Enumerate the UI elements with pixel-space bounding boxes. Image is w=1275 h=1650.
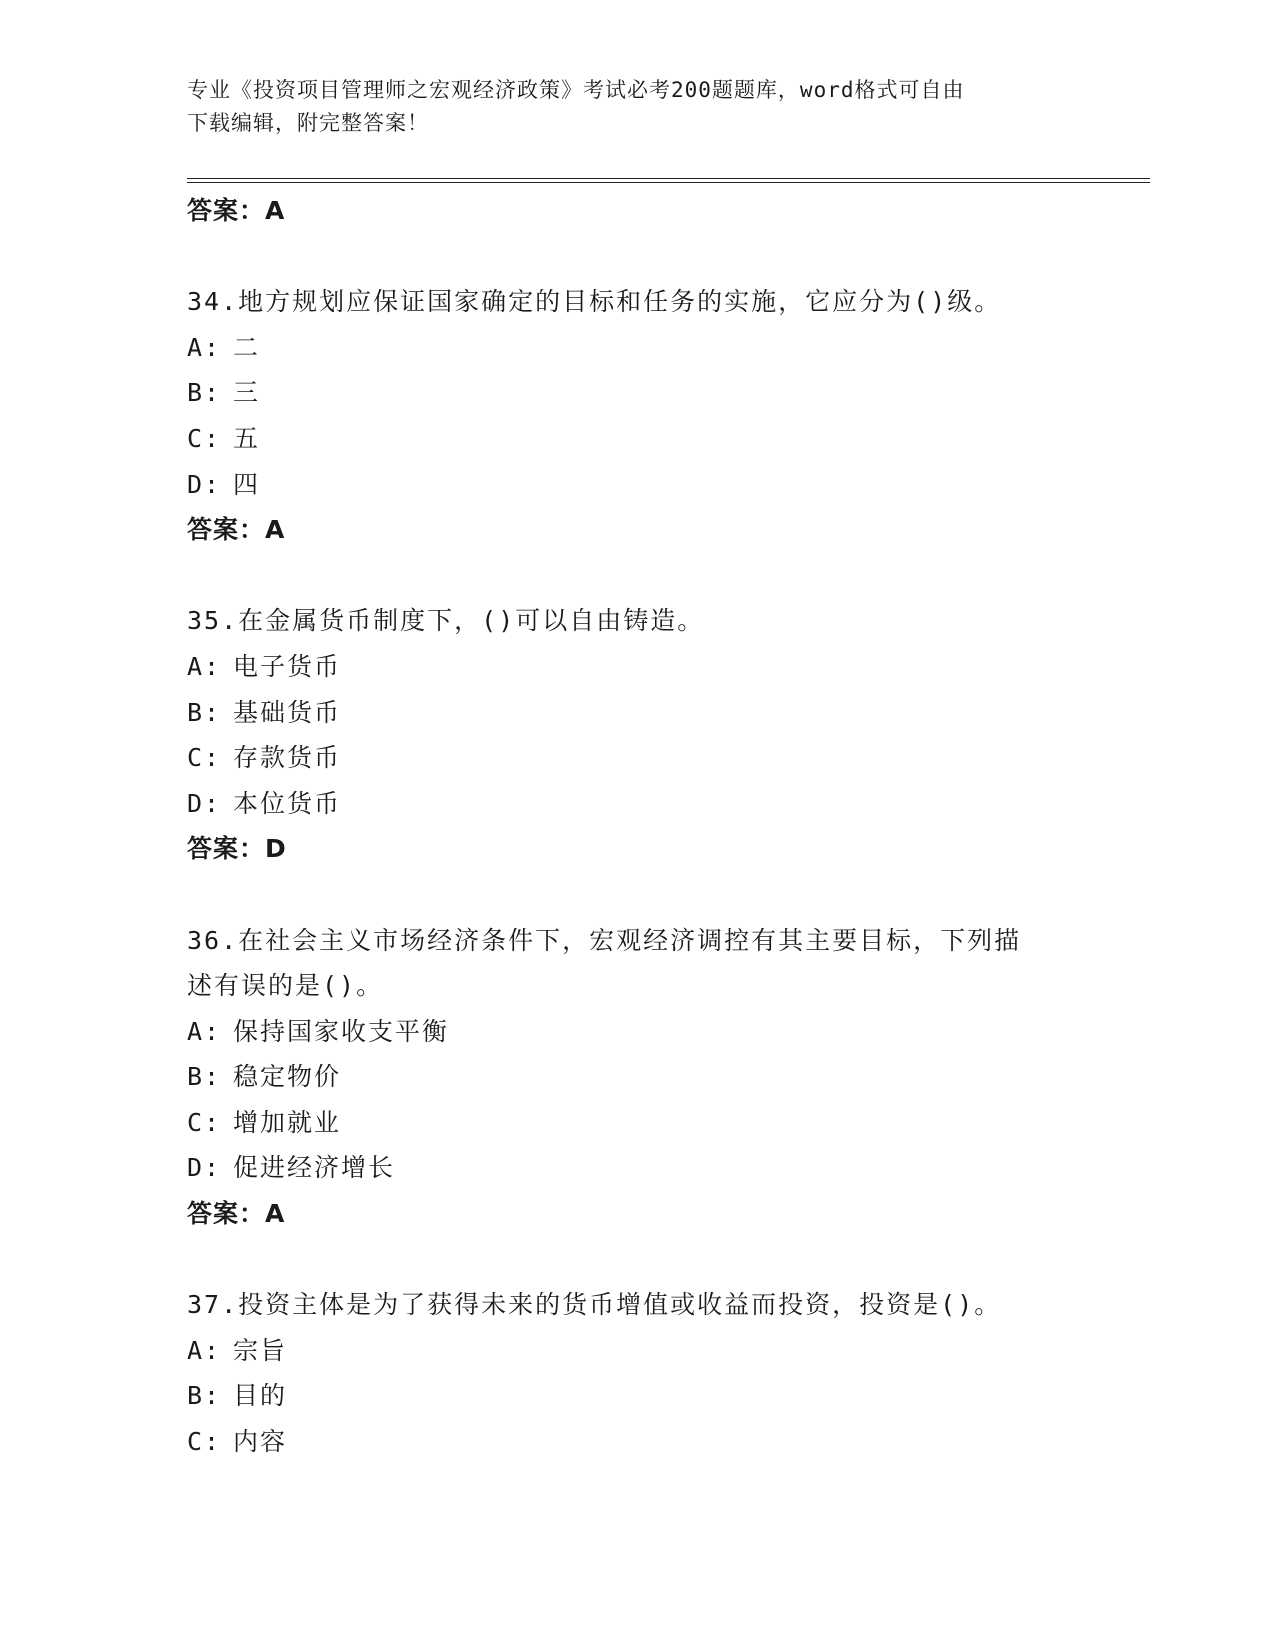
option-text: 增加就业 [233, 1107, 342, 1137]
question-title-line-2: 述有误的是()。 [187, 971, 384, 1001]
option-text: 三 [233, 378, 261, 408]
option-key: D: [187, 1153, 222, 1183]
option-text: 电子货币 [233, 651, 342, 681]
option-c [187, 1100, 1087, 1146]
option-text: 本位货币 [233, 788, 342, 818]
option-b [187, 1054, 1087, 1100]
option-b [187, 370, 1087, 416]
question-34 [187, 279, 1087, 553]
option-text: 五 [233, 423, 261, 453]
option-key: A: [187, 1335, 222, 1365]
answer-line: 答案：A [187, 196, 286, 225]
header-line-2: 下载编辑，附完整答案！ [187, 111, 429, 135]
option-text: 保持国家收支平衡 [233, 1016, 450, 1046]
spacer [187, 234, 1087, 280]
question-list [187, 188, 1087, 1465]
option-a [187, 644, 1087, 690]
option-c [187, 416, 1087, 462]
question-title-line-1: 36.在社会主义市场经济条件下，宏观经济调控有其主要目标，下列描 [187, 925, 1022, 955]
option-text: 基础货币 [233, 697, 342, 727]
question-37 [187, 1282, 1087, 1464]
option-key: B: [187, 1381, 222, 1411]
option-d [187, 1145, 1087, 1191]
option-b [187, 690, 1087, 736]
document-header [187, 74, 1067, 140]
answer-line: 答案：A [187, 515, 286, 545]
option-text: 存款货币 [233, 743, 342, 773]
option-key: A: [187, 651, 222, 681]
option-key: C: [187, 1427, 222, 1457]
question-title: 34.地方规划应保证国家确定的目标和任务的实施，它应分为()级。 [187, 287, 1002, 317]
option-text: 稳定物价 [233, 1062, 342, 1092]
answer-line: 答案：A [187, 1199, 286, 1229]
option-text: 内容 [233, 1427, 288, 1457]
option-text: 二 [233, 332, 261, 362]
option-key: B: [187, 1062, 222, 1092]
header-divider [187, 178, 1150, 183]
spacer [187, 872, 1087, 918]
option-key: D: [187, 788, 222, 818]
option-key: C: [187, 743, 222, 773]
option-text: 目的 [233, 1381, 288, 1411]
option-key: A: [187, 1016, 222, 1046]
option-key: C: [187, 423, 222, 453]
option-key: D: [187, 469, 222, 499]
option-text: 促进经济增长 [233, 1153, 396, 1183]
option-text: 宗旨 [233, 1335, 288, 1365]
header-line-1: 专业《投资项目管理师之宏观经济政策》考试必考200题题库，word格式可自由 [187, 78, 965, 102]
spacer [187, 1237, 1087, 1283]
option-key: B: [187, 697, 222, 727]
question-title: 35.在金属货币制度下，()可以自由铸造。 [187, 606, 705, 636]
question-35 [187, 598, 1087, 872]
question-36 [187, 918, 1087, 1237]
option-key: B: [187, 378, 222, 408]
option-a [187, 1009, 1087, 1055]
option-d [187, 781, 1087, 827]
option-key: A: [187, 332, 222, 362]
option-c [187, 1419, 1087, 1465]
option-d [187, 462, 1087, 508]
option-a [187, 1328, 1087, 1374]
option-b [187, 1373, 1087, 1419]
option-text: 四 [233, 469, 261, 499]
option-key: C: [187, 1107, 222, 1137]
answer-line: 答案：D [187, 834, 287, 864]
option-a [187, 325, 1087, 371]
option-c [187, 735, 1087, 781]
spacer [187, 553, 1087, 599]
question-title: 37.投资主体是为了获得未来的货币增值或收益而投资，投资是()。 [187, 1290, 1002, 1320]
